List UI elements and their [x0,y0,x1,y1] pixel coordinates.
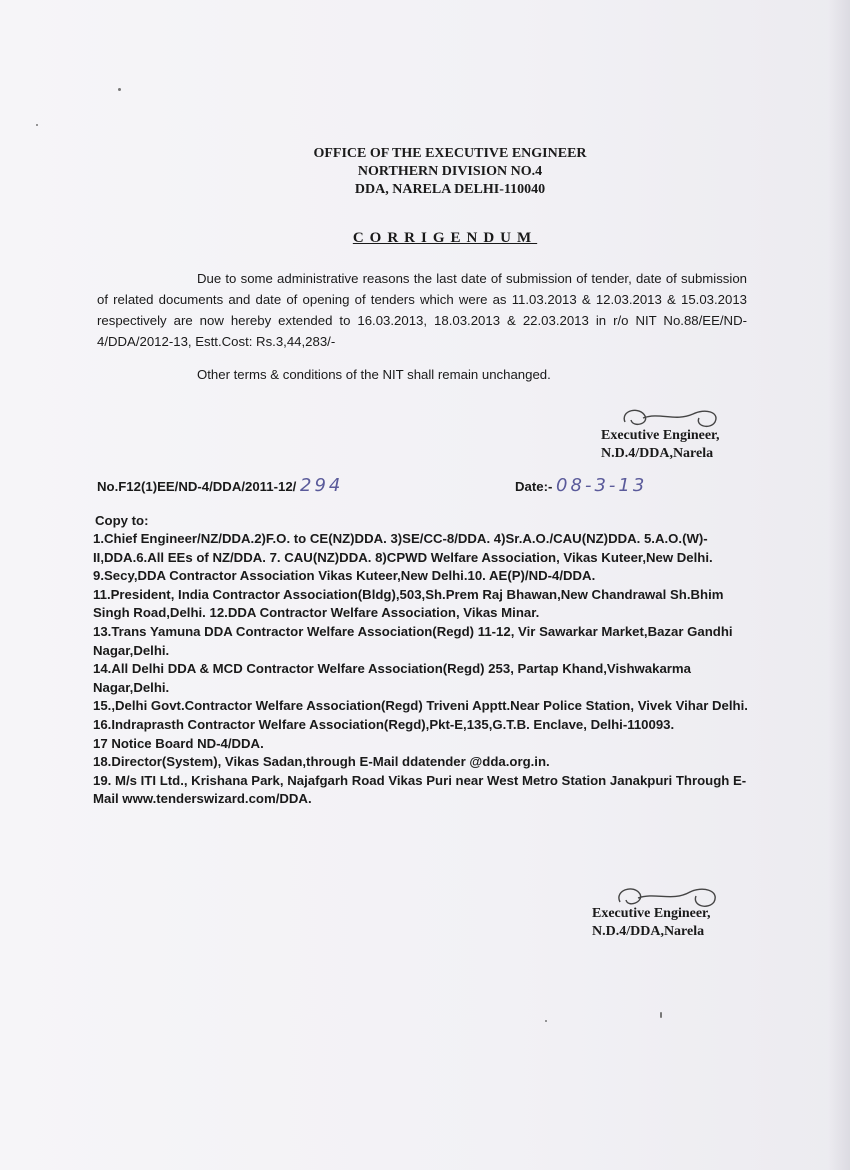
handwritten-reference-number: 294 [300,475,344,496]
copy-to-item: 18.Director(System), Vikas Sadan,through E-Mail ddatender @dda.org.in. [93,754,550,770]
signature-title: Executive Engineer, [601,428,720,443]
document-title: CORRIGENDUM [352,230,538,246]
copy-to-item: 15.,Delhi Govt.Contractor Welfare Association(Regd) Triveni Apptt.Near Police Station, Vivek Vihar Delhi. [93,698,748,714]
scan-speck [545,1020,547,1022]
reference-number [97,475,343,496]
copy-to-label: Copy to: [95,513,149,528]
signature-block-2 [592,905,752,941]
signature-office: N.D.4/DDA,Narela [601,446,714,461]
scan-speck [660,1012,662,1018]
reference-text: No.F12(1)EE/ND-4/DDA/2011-12/ [97,479,297,494]
copy-to-item: 11.President, India Contractor Association(Bldg),503,Sh.Prem Raj Bhawan,New Chandrawal Sh.Bhim Singh Road,Delhi. 12.DDA Contractor Welfare Association, Vikas Minar. [93,586,724,621]
date-label: Date:- [515,479,553,494]
signature-office: N.D.4/DDA,Narela [592,924,705,939]
copy-to-item: 19. M/s ITI Ltd., Krishana Park, Najafgarh Road Vikas Puri near West Metro Station Janakpuri Through E-Mail www.tenderswizard.com/DDA. [93,772,747,807]
header-line-3: DDA, NARELA DELHI-110040 [354,182,546,197]
corrigendum-paragraph: Due to some administrative reasons the last date of submission of tender, date of submission of related documents and date of opening of tenders which were as 11.03.2013 & 12.03.2013 & 15.03.2013 respectively are now hereby extended to 16.03.2013, 18.03.2013 & 22.03.2013 in r/o NIT No.88/EE/ND-4/DDA/2012-13, Estt.Cost: Rs.3,44,283/- [97,271,747,349]
header-line-2: NORTHERN DIVISION NO.4 [357,164,543,179]
copy-to-item: 13.Trans Yamuna DDA Contractor Welfare Association(Regd) 11-12, Vir Sawarkar Market,Bazar Gandhi Nagar,Delhi. [93,623,733,658]
reference-date [515,475,647,496]
signature-block-1 [601,427,761,463]
signature-title: Executive Engineer, [592,906,711,921]
copy-to-item: 1.Chief Engineer/NZ/DDA.2)F.O. to CE(NZ)DDA. 3)SE/CC-8/DDA. 4)Sr.A.O./CAU(NZ)DDA. 5.A.O.(W)-II,DDA.6.All EEs of NZ/DDA. 7. CAU(NZ)DDA. 8)CPWD Welfare Association, Vikas Kuteer,New Delhi. 9.Secy,DDA Contractor Association Vikas Kuteer,New Delhi.10. AE(P)/ND-4/DDA. [93,531,713,584]
header-line-1: OFFICE OF THE EXECUTIVE ENGINEER [313,146,587,161]
copy-to-item: 17 Notice Board ND-4/DDA. [93,735,264,751]
scan-speck [118,88,121,91]
copy-to-item: 16.Indraprasth Contractor Welfare Association(Regd),Pkt-E,135,G.T.B. Enclave, Delhi-110093. [93,716,675,732]
scan-speck [36,124,38,126]
office-header [300,145,600,199]
handwritten-date: 08-3-13 [556,475,648,496]
copy-to-list [93,530,748,809]
other-terms-note: Other terms & conditions of the NIT shall remain unchanged. [197,367,551,382]
copy-to-item: 14.All Delhi DDA & MCD Contractor Welfare Association(Regd) 253, Partap Khand,Vishwakarma Nagar,Delhi. [93,661,691,695]
page-edge-shadow [828,0,850,1170]
